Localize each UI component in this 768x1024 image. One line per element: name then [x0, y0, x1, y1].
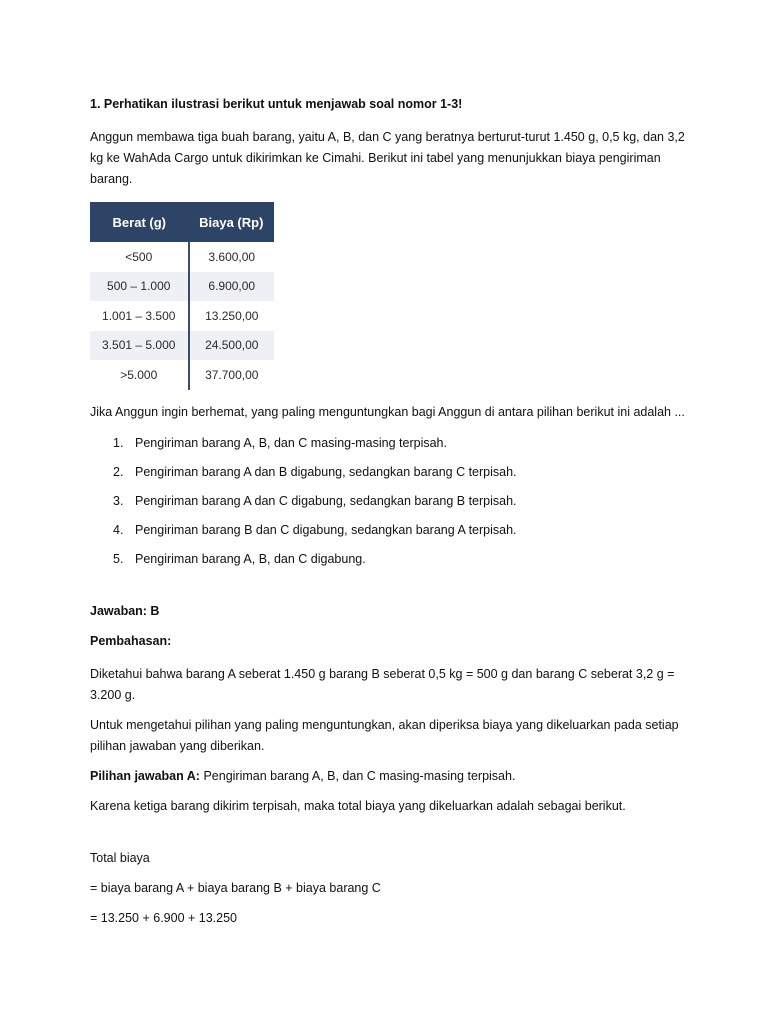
- option-text: Pengiriman barang A, B, dan C digabung.: [135, 551, 366, 566]
- table-row: [90, 331, 274, 361]
- table-cell-weight: 3.501 – 5.000: [90, 331, 189, 361]
- discussion-paragraph-known: Diketahui bahwa barang A seberat 1.450 g barang B seberat 0,5 kg = 500 g dan barang C seberat 3,2 g = 3.200 g.: [90, 666, 675, 702]
- option-number: 3.: [113, 493, 124, 508]
- option-number: 4.: [113, 522, 124, 537]
- shipping-cost-table: [90, 202, 274, 390]
- list-item: [90, 549, 690, 570]
- list-item: [90, 491, 690, 512]
- equation-line-2: = 13.250 + 6.900 + 13.250: [90, 910, 238, 925]
- document-body: [90, 94, 690, 929]
- discussion-paragraph-method: Untuk mengetahui pilihan yang paling menguntungkan, akan diperiksa biaya yang dikeluarkan pada setiap pilihan jawaban yang diberikan.: [90, 717, 679, 753]
- answer-options-list: [90, 433, 690, 570]
- table-header-cost: Biaya (Rp): [189, 202, 274, 242]
- option-a-text: Pengiriman barang A, B, dan C masing-masing terpisah.: [199, 768, 516, 783]
- question-prompt: Jika Anggun ingin berhemat, yang paling menguntungkan bagi Anggun di antara pilihan berikut ini adalah ...: [90, 404, 685, 419]
- option-a-explanation: [90, 766, 690, 787]
- option-a-label: Pilihan jawaban A:: [90, 768, 200, 783]
- table-cell-weight: 500 – 1.000: [90, 272, 189, 302]
- option-number: 5.: [113, 551, 124, 566]
- discussion-paragraph-separate: Karena ketiga barang dikirim terpisah, maka total biaya yang dikeluarkan adalah sebagai berikut.: [90, 798, 626, 813]
- list-item: [90, 520, 690, 541]
- table-row: [90, 360, 274, 390]
- table-cell-weight: >5.000: [90, 360, 189, 390]
- table-row: [90, 242, 274, 272]
- table-cell-weight: 1.001 – 3.500: [90, 301, 189, 331]
- table-row: [90, 272, 274, 302]
- option-text: Pengiriman barang B dan C digabung, sedangkan barang A terpisah.: [135, 522, 517, 537]
- option-number: 1.: [113, 435, 124, 450]
- list-item: [90, 433, 690, 454]
- option-number: 2.: [113, 464, 124, 479]
- table-cell-cost: 3.600,00: [189, 242, 274, 272]
- question-title: 1. Perhatikan ilustrasi berikut untuk menjawab soal nomor 1-3!: [90, 97, 463, 111]
- table-cell-cost: 37.700,00: [189, 360, 274, 390]
- option-text: Pengiriman barang A dan B digabung, sedangkan barang C terpisah.: [135, 464, 517, 479]
- table-cell-cost: 24.500,00: [189, 331, 274, 361]
- equation-line-1: = biaya barang A + biaya barang B + biaya barang C: [90, 880, 381, 895]
- table-cell-weight: <500: [90, 242, 189, 272]
- question-intro: Anggun membawa tiga buah barang, yaitu A, B, dan C yang beratnya berturut-turut 1.450 g, 0,5 kg, dan 3,2 kg ke WahAda Cargo untuk dikirimkan ke Cimahi. Berikut ini tabel yang menunjukkan biaya pengiriman barang.: [90, 130, 685, 186]
- option-text: Pengiriman barang A dan C digabung, sedangkan barang B terpisah.: [135, 493, 517, 508]
- list-item: [90, 462, 690, 483]
- table-header-weight: Berat (g): [90, 202, 189, 242]
- table-cell-cost: 13.250,00: [189, 301, 274, 331]
- option-text: Pengiriman barang A, B, dan C masing-masing terpisah.: [135, 435, 447, 450]
- table-cell-cost: 6.900,00: [189, 272, 274, 302]
- total-cost-label: Total biaya: [90, 850, 150, 865]
- discussion-heading: Pembahasan:: [90, 633, 172, 648]
- table-row: [90, 301, 274, 331]
- answer-key: Jawaban: B: [90, 603, 160, 618]
